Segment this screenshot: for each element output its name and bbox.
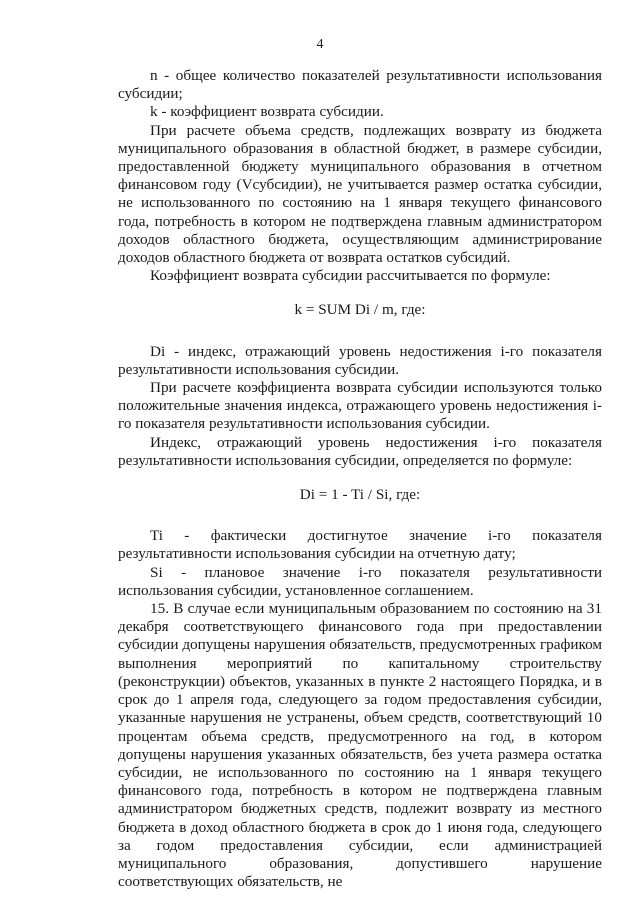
formula-k: k = SUM Di / m, где: — [294, 301, 426, 319]
paragraph-di-definition: Di - индекс, отражающий уровень недостижения i-го показателя результативности использования субсидии. — [118, 342, 602, 378]
paragraph-si-definition: Si - плановое значение i-го показателя результативности использования субсидии, установленное соглашением. — [118, 563, 602, 599]
document-body — [118, 67, 602, 891]
paragraph-refund-calculation: При расчете объема средств, подлежащих возврату из бюджета муниципального образования в областной бюджет, в размере субсидии, предоставленной бюджету муниципального образования в отчетном финансовом году (Vсубсидии), не учитывается размер остатка субсидии, не использованного по состоянию на 1 января текущего финансового года, потребность в котором не подтверждена главным администратором доходов областного бюджета, осуществляющим администрирование доходов областного бюджета от возврата остатков субсидий. — [118, 121, 602, 267]
paragraph-index-intro: Индекс, отражающий уровень недостижения i-го показателя результативности использования субсидии, определяется по формуле: — [118, 433, 602, 469]
paragraph-k-definition: k - коэффициент возврата субсидии. — [150, 103, 384, 121]
paragraph-coefficient-intro: Коэффициент возврата субсидии рассчитывается по формуле: — [150, 267, 551, 285]
page-number: 4 — [316, 37, 324, 52]
paragraph-clause-15: 15. В случае если муниципальным образованием по состоянию на 31 декабря соответствующего финансового года при предоставлении субсидии допущены нарушения обязательств, предусмотренных графиком выполнения мероприятий по капитальному строительству (реконструкции) объектов, указанных в пункте 2 настоящего Порядка, и в срок до 1 апреля года, следующего за годом предоставления субсидии, указанные нарушения не устранены, объем средств, соответствующий 10 процентам объема средств, предусмотренного на год, в котором допущены нарушения указанных обязательств, без учета размера остатка субсидии, не использованного по состоянию на 1 января текущего финансового года, потребность в котором не подтверждена главным администратором бюджетных средств, подлежит возврату из местного бюджета в доход областного бюджета в срок до 1 июня года, следующего за годом предоставления субсидии, если администрацией муниципального образования, допустившего нарушение соответствующих обязательств, не — [118, 600, 602, 891]
paragraph-n-definition: n - общее количество показателей результативности использования субсидии; — [118, 67, 602, 103]
formula-di: Di = 1 - Ti / Si, где: — [299, 486, 421, 504]
paragraph-positive-values: При расчете коэффициента возврата субсидии используются только положительные значения индекса, отражающего уровень недостижения i-го показателя результативности использования субсидии. — [118, 379, 602, 433]
paragraph-ti-definition: Ti - фактически достигнутое значение i-го показателя результативности использования субсидии на отчетную дату; — [118, 527, 602, 563]
